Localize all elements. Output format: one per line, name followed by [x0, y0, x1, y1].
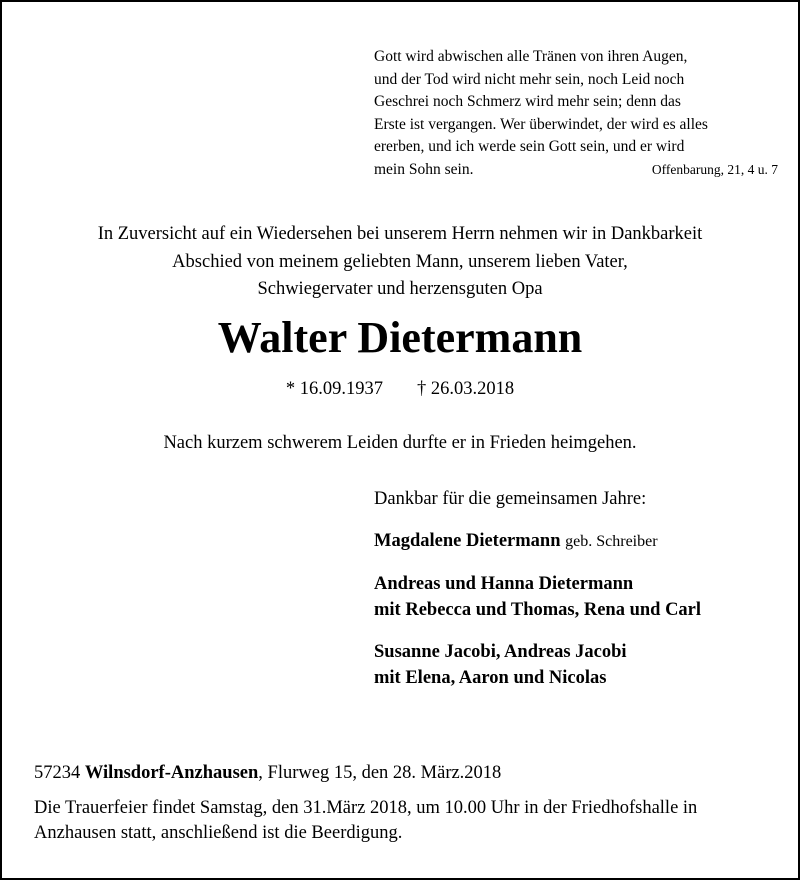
quote-line: Erste ist vergangen. Wer überwindet, der wird es alles: [374, 115, 708, 133]
life-dates: [2, 376, 798, 402]
address-line: [34, 760, 774, 786]
quote-line: und der Tod wird nicht mehr sein, noch Leid noch: [374, 70, 685, 88]
birth-date: * 16.09.1937: [285, 379, 383, 399]
wife-entry: [374, 528, 784, 555]
mourners-block: [374, 486, 784, 691]
address-town: Wilnsdorf-Anzhausen: [84, 763, 259, 783]
intro-line: Abschied von meinem geliebten Mann, unserem lieben Vater,: [172, 251, 628, 272]
family-line: Susanne Jacobi, Andreas Jacobi: [374, 642, 627, 662]
family-line: mit Elena, Aaron und Nicolas: [374, 668, 607, 688]
quote-line: mein Sohn sein.: [374, 160, 474, 178]
funeral-line: Die Trauerfeier findet Samstag, den 31.März 2018, um 10.00 Uhr in der Friedhofshalle in: [34, 798, 698, 818]
bible-quote: [374, 46, 778, 182]
deceased-name: Walter Dietermann: [217, 313, 583, 362]
quote-line: ererben, und ich werde sein Gott sein, und er wird: [374, 138, 685, 156]
quote-line: Gott wird abwischen alle Tränen von ihren Augen,: [374, 48, 688, 65]
intro-line: In Zuversicht auf ein Wiedersehen bei unserem Herrn nehmen wir in Dankbarkeit: [97, 224, 703, 244]
family-group-1: [374, 571, 784, 623]
wife-name: Magdalene Dietermann: [374, 531, 561, 551]
mourners-heading: Dankbar für die gemeinsamen Jahre:: [374, 489, 647, 509]
death-date: † 26.03.2018: [417, 379, 515, 399]
address-rest: , Flurweg 15, den 28. März.2018: [258, 763, 502, 783]
address-zip: 57234: [34, 763, 81, 783]
funeral-info: [34, 796, 774, 846]
family-line: Andreas und Hanna Dietermann: [374, 574, 634, 594]
wife-maiden-name: geb. Schreiber: [565, 533, 658, 550]
quote-line: Geschrei noch Schmerz wird mehr sein; denn das: [374, 93, 681, 111]
family-group-2: [374, 639, 784, 691]
funeral-line: Anzhausen statt, anschließend ist die Beerdigung.: [34, 823, 403, 843]
quote-last-line: [374, 159, 778, 182]
peace-text: Nach kurzem schwerem Leiden durfte er in Frieden heimgehen.: [163, 433, 637, 453]
intro-line: Schwiegervater und herzensguten Opa: [257, 279, 543, 299]
family-line: mit Rebecca und Thomas, Rena und Carl: [374, 600, 702, 620]
intro-text: [2, 221, 798, 304]
quote-source: Offenbarung, 21, 4 u. 7: [651, 161, 778, 177]
